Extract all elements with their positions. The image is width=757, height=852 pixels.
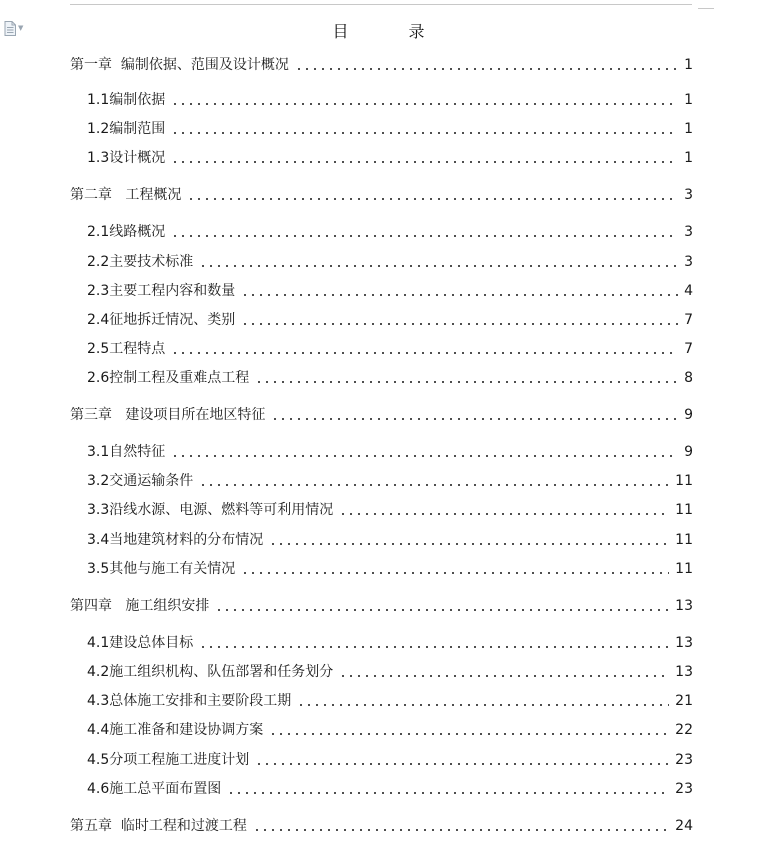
dot-leader <box>227 779 669 799</box>
toc-entry-label: 2.3主要工程内容和数量 <box>87 283 236 299</box>
toc-section-entry[interactable] <box>87 339 693 359</box>
toc-chapter-entry[interactable] <box>70 55 693 75</box>
toc-section-entry[interactable] <box>87 662 693 682</box>
toc-entry-label: 第一章 编制依据、范围及设计概况 <box>70 57 289 73</box>
toc-entry-label: 3.5其他与施工有关情况 <box>87 561 236 577</box>
toc-entry-label: 2.5工程特点 <box>87 341 166 357</box>
toc-page-number: 13 <box>675 635 693 651</box>
toc-page-number: 23 <box>675 781 693 797</box>
toc-entry-label: 4.1建设总体目标 <box>87 635 194 651</box>
dot-leader <box>271 405 678 425</box>
toc-page-number: 11 <box>675 502 693 518</box>
toc-section-entry[interactable] <box>87 222 693 242</box>
toc-section-entry[interactable] <box>87 148 693 168</box>
dot-leader <box>171 339 678 359</box>
toc-entry-label: 3.4当地建筑材料的分布情况 <box>87 532 264 548</box>
toc-section-entry[interactable] <box>87 633 693 653</box>
toc-entry-label: 3.3沿线水源、电源、燃料等可利用情况 <box>87 502 334 518</box>
toc-entry-label: 4.3总体施工安排和主要阶段工期 <box>87 693 292 709</box>
toc-page-number: 1 <box>684 121 693 137</box>
toc-entry-label: 4.6施工总平面布置图 <box>87 781 222 797</box>
toc-section-entry[interactable] <box>87 119 693 139</box>
toc-page-number: 7 <box>684 312 693 328</box>
toc-entry-label: 2.2主要技术标准 <box>87 254 194 270</box>
dot-leader <box>241 281 678 301</box>
toc-entry-label: 1.3设计概况 <box>87 150 166 166</box>
toc-entry-label: 第三章 建设项目所在地区特征 <box>70 407 266 423</box>
toc-chapter-entry[interactable] <box>70 405 693 425</box>
toc-page-number: 23 <box>675 752 693 768</box>
toc-page-number: 13 <box>675 598 693 614</box>
toc-page-number: 9 <box>684 444 693 460</box>
toc-page-number: 21 <box>675 693 693 709</box>
dot-leader <box>171 90 678 110</box>
toc-section-entry[interactable] <box>87 281 693 301</box>
toc-section-entry[interactable] <box>87 368 693 388</box>
dot-leader <box>295 55 678 75</box>
toc-entry-label: 1.2编制范围 <box>87 121 166 137</box>
dot-leader <box>171 442 678 462</box>
dot-leader <box>171 119 678 139</box>
toc-page-number: 3 <box>684 187 693 203</box>
toc-entry-label: 第五章 临时工程和过渡工程 <box>70 818 247 834</box>
toc-page-number: 8 <box>684 370 693 386</box>
dot-leader <box>255 368 678 388</box>
toc-entry-label: 3.2交通运输条件 <box>87 473 194 489</box>
dot-leader <box>171 222 678 242</box>
toc-page-number: 1 <box>684 92 693 108</box>
dot-leader <box>171 148 678 168</box>
toc-section-entry[interactable] <box>87 471 693 491</box>
toc-entry-label: 2.1线路概况 <box>87 224 166 240</box>
toc-page-number: 1 <box>684 150 693 166</box>
dot-leader <box>241 559 669 579</box>
toc-chapter-entry[interactable] <box>70 185 693 205</box>
dot-leader <box>339 500 669 520</box>
toc-page-number: 11 <box>675 473 693 489</box>
dot-leader <box>215 596 669 616</box>
toc-section-entry[interactable] <box>87 310 693 330</box>
dot-leader <box>187 185 678 205</box>
toc-chapter-entry[interactable] <box>70 816 693 836</box>
toc-page-number: 7 <box>684 341 693 357</box>
toc-section-entry[interactable] <box>87 750 693 770</box>
toc-section-entry[interactable] <box>87 691 693 711</box>
toc-page-number: 22 <box>675 722 693 738</box>
toc-section-entry[interactable] <box>87 559 693 579</box>
toc-section-entry[interactable] <box>87 779 693 799</box>
toc-page-number: 24 <box>675 818 693 834</box>
toc-entry-label: 4.5分项工程施工进度计划 <box>87 752 250 768</box>
dot-leader <box>269 720 669 740</box>
dot-leader <box>269 530 669 550</box>
toc-title: 目 录 <box>332 22 447 41</box>
toc-entry-label: 3.1自然特征 <box>87 444 166 460</box>
dot-leader <box>199 633 669 653</box>
toc-page-number: 4 <box>684 283 693 299</box>
toc-chapter-entry[interactable] <box>70 596 693 616</box>
toc-section-entry[interactable] <box>87 252 693 272</box>
toc-page-number: 3 <box>684 254 693 270</box>
toc-section-entry[interactable] <box>87 500 693 520</box>
toc-section-entry[interactable] <box>87 720 693 740</box>
dot-leader <box>199 252 678 272</box>
toc-section-entry[interactable] <box>87 442 693 462</box>
toc-entry-label: 1.1编制依据 <box>87 92 166 108</box>
toc-entry-label: 4.4施工准备和建设协调方案 <box>87 722 264 738</box>
toc-section-entry[interactable] <box>87 530 693 550</box>
dot-leader <box>241 310 678 330</box>
toc-page-number: 1 <box>684 57 693 73</box>
dot-leader <box>255 750 669 770</box>
toc-entry-label: 第四章 施工组织安排 <box>70 598 210 614</box>
chevron-down-icon: ▼ <box>18 23 24 32</box>
dot-leader <box>297 691 669 711</box>
toc-page-number: 13 <box>675 664 693 680</box>
dot-leader <box>253 816 669 836</box>
toc-section-entry[interactable] <box>87 90 693 110</box>
dot-leader <box>339 662 669 682</box>
toc-page-number: 9 <box>684 407 693 423</box>
toc-entry-label: 4.2施工组织机构、队伍部署和任务划分 <box>87 664 334 680</box>
toc-page-number: 11 <box>675 561 693 577</box>
toc-entry-label: 2.4征地拆迁情况、类别 <box>87 312 236 328</box>
dot-leader <box>199 471 669 491</box>
toc-entry-label: 第二章 工程概况 <box>70 187 182 203</box>
toc-page-number: 3 <box>684 224 693 240</box>
toc-entry-label: 2.6控制工程及重难点工程 <box>87 370 250 386</box>
toc-page-number: 11 <box>675 532 693 548</box>
